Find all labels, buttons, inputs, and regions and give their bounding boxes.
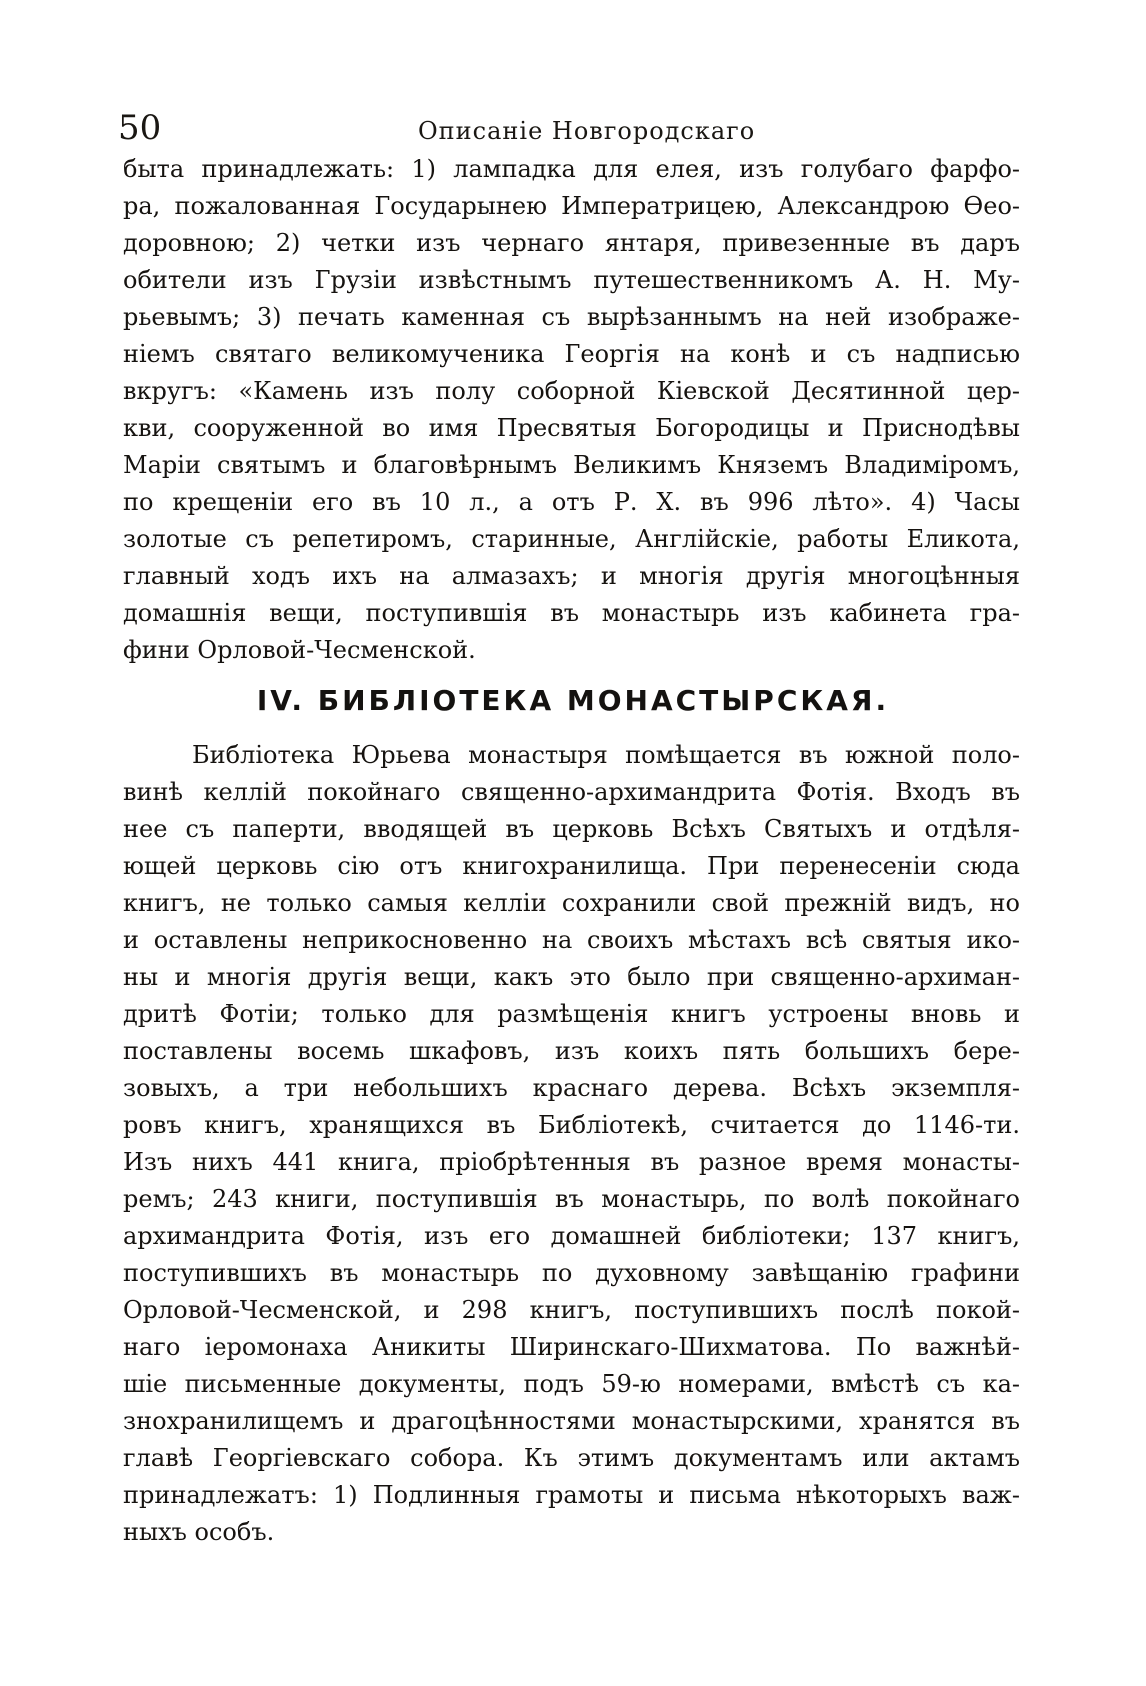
paragraph-line: поставлены восемь шкафовъ, изъ коихъ пять большихъ бере- — [123, 1037, 1020, 1065]
paragraph-line: архимандрита Фотія, изъ его домашней библіотеки; 137 книгъ, — [123, 1222, 1020, 1250]
paragraph-line: книгъ, не только самыя келліи сохранили свой прежній видъ, но — [123, 889, 1020, 917]
text-line: обители изъ Грузіи извѣстнымъ путешественникомъ А. Н. Му- — [123, 266, 1020, 294]
paragraph-line: ющей церковь сію отъ книгохранилища. При перенесеніи сюда — [123, 852, 1020, 880]
paragraph-line: ремъ; 243 книги, поступившія въ монастырь, по волѣ покойнаго — [123, 1185, 1020, 1213]
text-line: ра, пожалованная Государынею Императрицею, Александрою Ѳео- — [123, 192, 1020, 220]
paragraph-line: Изъ нихъ 441 книга, пріобрѣтенныя въ разное время монасты- — [123, 1148, 1020, 1176]
paragraph-line: знохранилищемъ и драгоцѣнностями монастырскими, хранятся въ — [123, 1407, 1020, 1435]
paragraph-line: ровъ книгъ, хранящихся въ Библіотекѣ, считается до 1146-ти. — [123, 1111, 1020, 1139]
text-line: доровною; 2) четки изъ чернаго янтаря, привезенные въ даръ — [123, 229, 1020, 257]
paragraph-line: зовыхъ, а три небольшихъ краснаго дерева. Всѣхъ экземпля- — [123, 1074, 1020, 1102]
text-line: рьевымъ; 3) печать каменная съ вырѣзаннымъ на ней изображе- — [123, 303, 1020, 331]
text-line: вкругъ: «Камень изъ полу соборной Кіевской Десятинной цер- — [123, 377, 1020, 405]
paragraph-line: принадлежатъ: 1) Подлинныя грамоты и письма нѣкоторыхъ важ- — [123, 1481, 1020, 1509]
running-title: Описаніе Новгородскаго — [418, 117, 756, 145]
paragraph-line: главѣ Георгіевскаго собора. Къ этимъ документамъ или актамъ — [123, 1444, 1020, 1472]
paragraph-line: шіе письменные документы, подъ 59-ю номерами, вмѣстѣ съ ка- — [123, 1370, 1020, 1398]
paragraph-line: Орловой-Чесменской, и 298 книгъ, поступившихъ послѣ покой- — [123, 1296, 1020, 1324]
text-line: по крещеніи его въ 10 л., а отъ Р. Х. въ 996 лѣто». 4) Часы — [123, 488, 1020, 516]
text-line: главный ходъ ихъ на алмазахъ; и многія другія многоцѣнныя — [123, 562, 1020, 590]
text-line: быта принадлежать: 1) лампадка для елея, изъ голубаго фарфо- — [123, 155, 1020, 183]
text-line: фини Орловой-Чесменской. — [123, 636, 476, 664]
text-line: домашнія вещи, поступившія въ монастырь изъ кабинета гра- — [123, 599, 1020, 627]
paragraph-line: поступившихъ въ монастырь по духовному завѣщанію графини — [123, 1259, 1020, 1287]
text-line: ніемъ святаго великомученика Георгія на конѣ и съ надписью — [123, 340, 1020, 368]
paragraph-line: ны и многія другія вещи, какъ это было при священно-архиман- — [123, 963, 1020, 991]
paragraph-line: ныхъ особъ. — [123, 1518, 275, 1546]
text-line: золотые съ репетиромъ, старинные, Англійскіе, работы Еликота, — [123, 525, 1020, 553]
paragraph-line: винѣ келлій покойнаго священно-архимандрита Фотія. Входъ въ — [123, 778, 1020, 806]
section-title: IV. БИБЛІОТЕКА МОНАСТЫРСКАЯ. — [256, 684, 890, 717]
paragraph-line: и оставлены неприкосновенно на своихъ мѣстахъ всѣ святыя ико- — [123, 926, 1020, 954]
paragraph-line: дритѣ Фотіи; только для размѣщенія книгъ устроены вновь и — [123, 1000, 1020, 1028]
text-line: кви, сооруженной во имя Пресвятыя Богородицы и Приснодѣвы — [123, 414, 1020, 442]
paragraph-line: нее съ паперти, вводящей въ церковь Всѣхъ Святыхъ и отдѣля- — [123, 815, 1020, 843]
text-line: Маріи святымъ и благовѣрнымъ Великимъ Княземъ Владиміромъ, — [123, 451, 1020, 479]
page-number: 50 — [118, 108, 162, 148]
paragraph-line: Библіотека Юрьева монастыря помѣщается въ южной поло- — [192, 741, 1020, 769]
paragraph-line: наго іеромонаха Аникиты Ширинскаго-Шихматова. По важнѣй- — [123, 1333, 1020, 1361]
